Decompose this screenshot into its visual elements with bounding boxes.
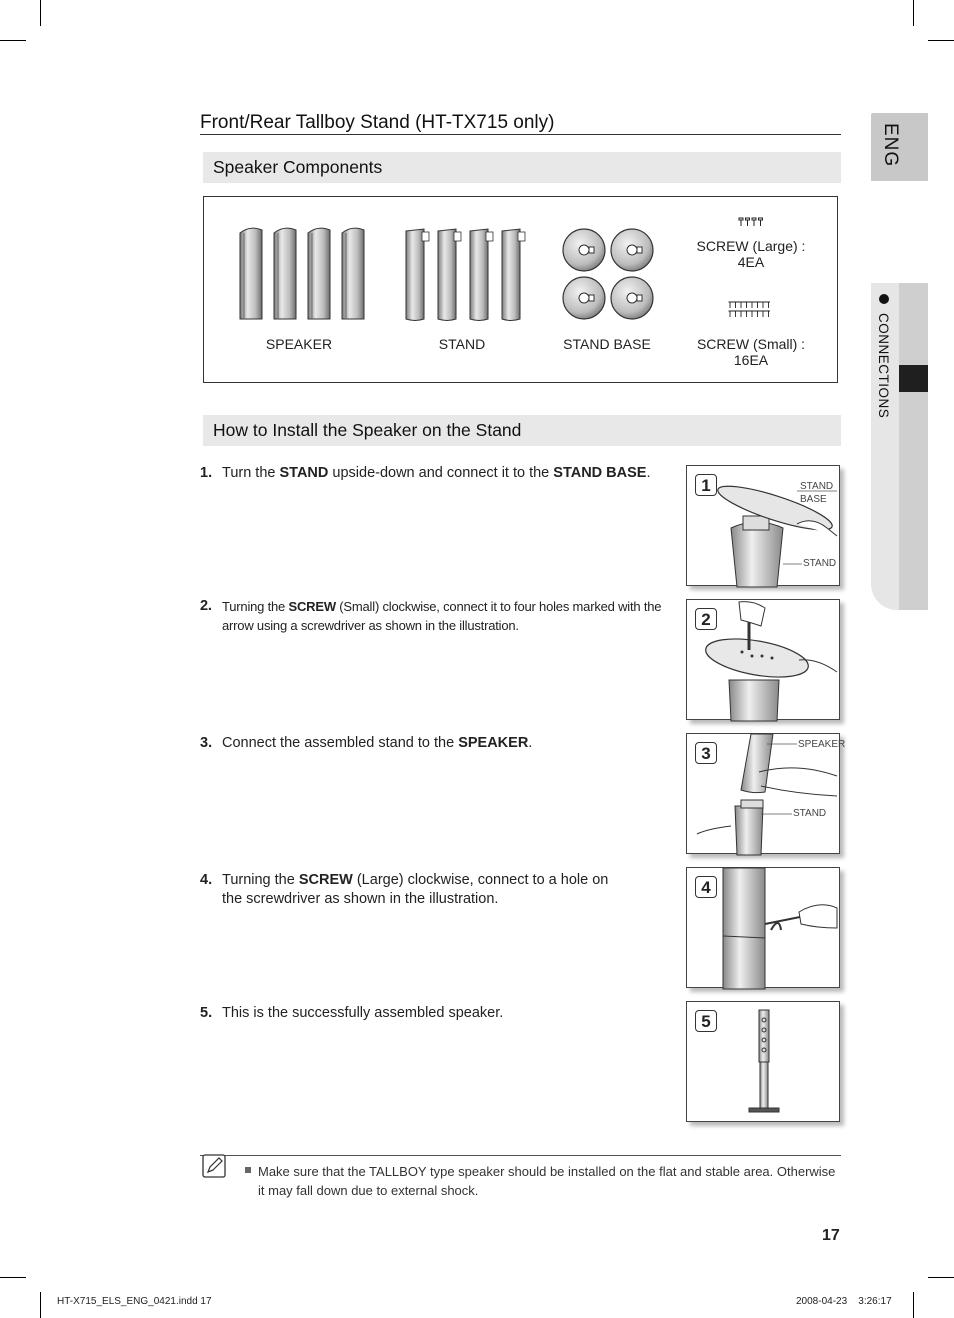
language-tab-label: ENG	[880, 123, 901, 168]
callout-text: STAND	[800, 481, 834, 492]
step-number: 5.	[200, 1005, 213, 1021]
components-heading-bar	[203, 152, 841, 183]
speaker-illustration	[236, 225, 372, 325]
components-heading: Speaker Components	[213, 157, 383, 177]
footer-file-info: HT-X715_ELS_ENG_0421.indd 17	[57, 1296, 212, 1307]
note-icon	[202, 1154, 226, 1178]
callout-text: BASE	[800, 494, 827, 505]
step-keyword: STAND BASE	[553, 465, 647, 481]
figure-step-3	[686, 733, 846, 854]
screw-large-name: SCREW (Large) :	[696, 238, 806, 254]
crop-mark	[40, 1292, 41, 1318]
speaker-callout: SPEAKER	[798, 739, 846, 750]
step-text-part: (Small) clockwise, connect it to four holes marked with the arrow using a screwdriver as shown in the illustration.	[222, 599, 662, 633]
step-text-part: Connect the assembled stand to the	[222, 735, 459, 751]
note-divider	[200, 1155, 841, 1156]
step-number: 4.	[200, 872, 213, 888]
screw-small-label	[686, 336, 816, 368]
crop-mark	[928, 40, 954, 41]
figure-step-2	[686, 599, 840, 720]
step-text-part: .	[646, 465, 651, 481]
step-number: 2.	[200, 598, 212, 614]
figure-badge: 1	[695, 474, 717, 496]
screw-small-icon	[728, 301, 772, 319]
step-text-part: upside-down and connect it to the	[328, 465, 554, 481]
screw-small-name: SCREW (Small) :	[696, 336, 806, 352]
title-divider	[200, 134, 841, 135]
step-keyword: SPEAKER	[458, 735, 529, 751]
step-text-part: (Large) clockwise, connect to a hole on the screwdriver as shown in the illustration.	[222, 872, 609, 907]
section-tab-marker	[899, 365, 928, 392]
stand-base-illustration	[558, 227, 658, 321]
note-bullet-icon	[245, 1167, 251, 1173]
step-keyword: STAND	[279, 465, 329, 481]
step-text-part: .	[528, 735, 533, 751]
step-text-part: Turn the	[222, 465, 280, 481]
screw-large-count: 4EA	[737, 254, 765, 270]
step-text-part: Turning the	[222, 872, 299, 888]
stand-callout: STAND	[793, 808, 827, 819]
screw-large-label	[686, 238, 816, 270]
step-text	[222, 597, 670, 635]
crop-mark	[913, 0, 914, 26]
stand-base-label: STAND BASE	[563, 336, 651, 352]
stand-label: STAND	[438, 336, 486, 352]
crop-mark	[0, 40, 26, 41]
crop-mark	[0, 1277, 26, 1278]
screw-large-icon	[738, 217, 764, 227]
step-text: This is the successfully assembled speaker.	[222, 1005, 504, 1021]
figure-step-1	[686, 465, 840, 586]
crop-mark	[928, 1277, 954, 1278]
figure-badge: 4	[695, 876, 717, 898]
step-number: 1.	[200, 465, 213, 481]
figure-badge: 5	[695, 1010, 717, 1032]
figure-badge: 2	[695, 608, 717, 630]
step-1	[200, 464, 670, 483]
install-heading-bar	[203, 415, 841, 446]
crop-mark	[913, 1292, 914, 1318]
step-text	[222, 464, 670, 483]
components-box	[203, 196, 838, 383]
step-text	[222, 871, 630, 909]
figure-step-5	[686, 1001, 840, 1122]
figure-badge: 3	[695, 742, 717, 764]
section-tab-shade	[899, 283, 928, 610]
page-number: 17	[822, 1227, 840, 1244]
stand-illustration	[402, 225, 532, 325]
step-2	[200, 597, 670, 635]
figure-step-4	[686, 867, 840, 988]
step-number: 3.	[200, 735, 213, 751]
language-tab	[871, 113, 928, 181]
speaker-label: SPEAKER	[265, 336, 333, 352]
bullet-icon	[879, 294, 889, 304]
section-tab-label: CONNECTIONS	[876, 313, 891, 419]
step-5	[200, 1004, 670, 1023]
stand-base-callout	[800, 480, 833, 506]
step-keyword: SCREW	[288, 599, 336, 614]
step-4	[200, 871, 630, 909]
install-heading: How to Install the Speaker on the Stand	[213, 420, 522, 440]
screw-small-count: 16EA	[733, 352, 769, 368]
stand-callout: STAND	[803, 558, 837, 569]
crop-mark	[40, 0, 41, 26]
section-tab	[871, 283, 928, 610]
step-text-part: Turning the	[222, 599, 289, 614]
step-keyword: SCREW	[298, 872, 353, 888]
step-3	[200, 734, 670, 753]
step-text	[222, 734, 670, 753]
footer-timestamp: 2008-04-23 3:26:17	[796, 1296, 892, 1307]
note-text: Make sure that the TALLBOY type speaker should be installed on the flat and stable area. Otherwise it may fall down due to external shock.	[258, 1164, 836, 1198]
page-title: Front/Rear Tallboy Stand (HT-TX715 only)	[200, 112, 555, 133]
